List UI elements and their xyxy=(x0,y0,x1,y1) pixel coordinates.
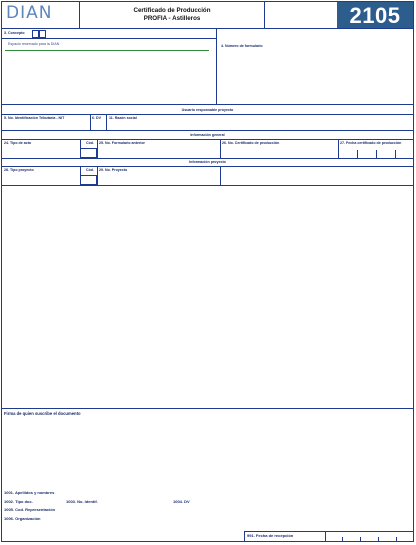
info-proyecto-title-rule xyxy=(1,166,414,167)
dian-logo: DIAN xyxy=(6,3,53,23)
tipo-proyecto-divider xyxy=(97,166,98,185)
header-bottom-rule xyxy=(1,28,414,29)
form-frame xyxy=(1,1,414,542)
header-divider-right xyxy=(264,1,265,28)
recepcion-left-divider xyxy=(244,531,245,542)
recepcion-cell-divider-4 xyxy=(378,537,379,542)
certificado-produccion-label: 26. No. Certificado de producción xyxy=(222,141,280,145)
cod-representacion-label: 1005. Cod. Representación xyxy=(4,507,56,512)
organizacion-label: 1006. Organización xyxy=(4,516,41,521)
concepto-field-1[interactable] xyxy=(32,30,39,38)
usuario-bottom-rule xyxy=(1,130,414,131)
fecha-cell-divider-2 xyxy=(376,150,377,158)
nit-label: 5. No. Identificación Tributaria - NIT xyxy=(4,116,65,120)
tipo-acto-label: 24. Tipo de acto xyxy=(4,141,32,145)
fecha-cell-divider-3 xyxy=(395,150,396,158)
formulario-anterior-label: 25. No. Formulario anterior xyxy=(99,141,145,145)
numero-formulario-label: 4. Número de formulario xyxy=(221,44,263,48)
recepcion-cell-divider-2 xyxy=(342,537,343,542)
recepcion-cell-divider-1 xyxy=(325,531,326,542)
fecha-cell-divider-1 xyxy=(357,150,358,158)
top-section-bottom-rule xyxy=(1,104,414,105)
usuario-title-rule xyxy=(1,114,414,115)
recepcion-cell-divider-3 xyxy=(360,537,361,542)
tipo-proyecto-label: 28. Tipo proyecto xyxy=(4,168,34,172)
concepto-label: 3. Concepto xyxy=(4,31,25,35)
form-title-line1: Certificado de Producción xyxy=(133,7,211,14)
body-bottom-rule xyxy=(1,408,414,409)
top-divider xyxy=(216,28,217,104)
tipo-acto-cod-label: Cód. xyxy=(86,141,94,145)
dv-label: 6. DV xyxy=(92,116,101,120)
no-proyecto-label: 29. No. Proyecto xyxy=(99,168,128,172)
info-general-section-title: Información general xyxy=(190,133,225,137)
firma-dv-label: 1004. DV xyxy=(173,499,190,504)
formulario-anterior-divider xyxy=(220,139,221,158)
recepcion-cell-divider-5 xyxy=(396,537,397,542)
usuario-section-title: Usuario responsable proyecto xyxy=(181,108,234,112)
info-proyecto-bottom-rule xyxy=(1,185,414,186)
tipo-acto-cod-field[interactable] xyxy=(80,148,97,158)
no-identif-label: 1003. No. Identif. xyxy=(66,499,98,504)
tipo-proyecto-cod-field[interactable] xyxy=(80,175,97,185)
concepto-field-2[interactable] xyxy=(39,30,46,38)
form-title-line2: PROFIA - Astilleros xyxy=(143,15,201,22)
dv-divider xyxy=(106,114,107,130)
fecha-recepcion-label: 991. Fecha de recepción xyxy=(247,533,294,538)
nit-divider xyxy=(90,114,91,130)
firma-title: Firma de quien suscribe el documento xyxy=(4,411,81,416)
tipo-acto-divider xyxy=(97,139,98,158)
fecha-certificado-label: 27. Fecha certificado de producción xyxy=(340,141,402,145)
apellidos-nombres-label: 1001. Apellidos y nombres xyxy=(4,490,55,495)
certificado-divider xyxy=(338,139,339,158)
info-proyecto-section-title: Información proyecto xyxy=(189,160,226,164)
info-general-title-rule xyxy=(1,139,414,140)
tipo-doc-label: 1002. Tipo doc. xyxy=(4,499,33,504)
tipo-proyecto-cod-label: Cód. xyxy=(86,168,94,172)
no-proyecto-divider xyxy=(220,166,221,185)
espacio-reservado-label: Espacio reservado para la DIAN xyxy=(8,42,60,46)
recepcion-top-rule xyxy=(244,531,414,532)
razon-social-label: 11. Razón social xyxy=(109,116,137,120)
espacio-reservado-line xyxy=(5,50,209,51)
form-number-badge: 2105 xyxy=(337,2,413,28)
concepto-bottom-rule xyxy=(1,38,216,39)
info-general-bottom-rule xyxy=(1,158,414,159)
